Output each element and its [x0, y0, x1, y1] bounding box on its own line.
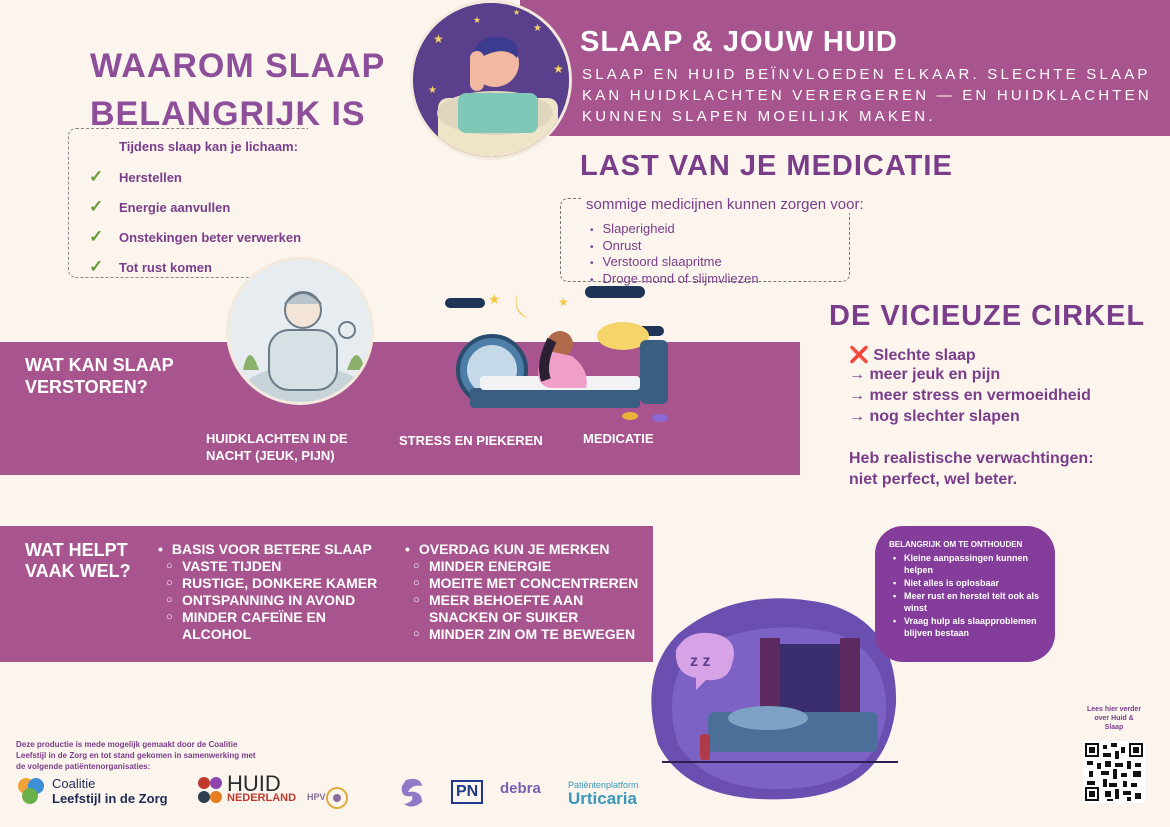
- help-list: [158, 558, 398, 643]
- help-item: ○ MINDER ZIN OM TE BEWEGEN: [429, 626, 655, 643]
- disturb-title-line2: VERSTOREN?: [25, 377, 148, 397]
- debra-logo: [500, 780, 541, 797]
- help-column-daytime: [405, 541, 655, 643]
- check-icon: ✓: [89, 197, 104, 216]
- medication-item: • Droge mond of slijmvliezen: [590, 272, 759, 289]
- why-item-label: Herstellen: [119, 169, 182, 185]
- remember-list: [889, 552, 1045, 639]
- page-title: SLAAP & JOUW HUID: [580, 26, 898, 58]
- disturb-label-medication: MEDICATIE: [583, 431, 654, 446]
- huid-logo-line1: HUID: [227, 771, 281, 796]
- stress-alarm-clock-illustration: [440, 284, 680, 429]
- vicious-line-4: → nog slechter slapen: [849, 408, 1020, 425]
- svg-text:★: ★: [533, 23, 542, 34]
- svg-text:★: ★: [428, 85, 437, 96]
- why-title-line1: WAAROM SLAAP: [90, 47, 386, 85]
- why-title-line2: BELANGRIJK IS: [90, 95, 366, 133]
- why-item-label: Energie aanvullen: [119, 199, 231, 215]
- why-intro: Tijdens slaap kan je lichaam:: [119, 139, 298, 154]
- night-bedroom-illustration: [648, 594, 900, 804]
- why-item: [89, 227, 301, 247]
- why-item: [89, 197, 230, 217]
- lucas-logo: [398, 776, 428, 810]
- help-column-head: • OVERDAG KUN JE MERKEN: [405, 541, 655, 558]
- huid-logo-line2: NEDERLAND: [227, 792, 297, 804]
- huid-nederland-logo-icon: [196, 775, 224, 807]
- urticaria-logo: [568, 780, 639, 808]
- help-item: ○ MEER BEHOEFTE AAN SNACKEN OF SUIKER: [429, 592, 599, 626]
- vicious-line-3: → meer stress en vermoeidheid: [849, 387, 1091, 404]
- header-subtitle: SLAAP EN HUID BEÏNVLOEDEN ELKAAR. SLECHTE SLAAP KAN HUIDKLACHTEN VERERGEREN — EN HUIDKLACHTEN KUNNEN SLAPEN MOEILIJK MAKEN.: [582, 66, 1152, 125]
- disturb-label-skin-line2: NACHT (JEUK, PIJN): [206, 448, 335, 463]
- pn-logo-text: PN: [451, 780, 483, 804]
- help-column-head: • BASIS VOOR BETERE SLAAP: [158, 541, 398, 558]
- svg-text:★: ★: [473, 15, 482, 25]
- svg-text:★: ★: [558, 295, 569, 309]
- disturb-title: [25, 354, 174, 398]
- remember-item: • Niet alles is oplosbaar: [889, 577, 1045, 589]
- help-item: ○ VASTE TIJDEN: [182, 558, 398, 575]
- remember-bubble: [875, 526, 1055, 662]
- help-title-line2: VAAK WEL?: [25, 561, 131, 581]
- coalitie-logo-icon: [16, 776, 46, 806]
- disturb-label-skin-line1: HUIDKLACHTEN IN DE: [206, 431, 348, 446]
- disturb-label-skin: [206, 430, 348, 464]
- vicious-line-2: → meer jeuk en pijn: [849, 366, 1001, 383]
- sleeping-man-illustration: [410, 0, 572, 160]
- qr-caption: Lees hier verder over Huid & Slaap: [1086, 706, 1142, 731]
- coalitie-logo-line1: Coalitie: [52, 776, 96, 791]
- help-title-line1: WAT HELPT: [25, 540, 128, 560]
- urticaria-logo-line1: Patiëntenplatform: [568, 780, 639, 790]
- check-icon: ✓: [89, 257, 104, 276]
- remember-item: • Kleine aanpassingen kunnen helpen: [889, 552, 1045, 576]
- medication-item: • Verstoord slaapritme: [590, 255, 759, 272]
- coalitie-logo: [16, 776, 168, 806]
- disturb-label-stress: STRESS EN PIEKEREN: [399, 433, 543, 448]
- vicious-note-line2: niet perfect, wel beter.: [849, 471, 1018, 488]
- svg-text:★: ★: [488, 291, 501, 307]
- svg-text:★: ★: [433, 32, 444, 46]
- urticaria-logo-line2: Urticaria: [568, 789, 637, 808]
- help-item: ○ MOEITE MET CONCENTREREN: [429, 575, 655, 592]
- medication-item: • Onrust: [590, 239, 759, 256]
- vicious-note: [849, 448, 1094, 490]
- debra-logo-text: debra: [500, 780, 541, 797]
- vicious-note-line1: Heb realistische verwachtingen:: [849, 450, 1094, 467]
- medication-intro: sommige medicijnen kunnen zorgen voor:: [582, 196, 868, 213]
- help-item: ○ MINDER ENERGIE: [429, 558, 655, 575]
- help-list: [405, 558, 655, 643]
- qr-code[interactable]: [1083, 741, 1145, 803]
- disturb-title-line1: WAT KAN SLAAP: [25, 355, 174, 375]
- itchy-person-illustration: [226, 257, 374, 405]
- why-item: [89, 167, 182, 187]
- huid-nederland-logo: [196, 771, 297, 807]
- why-sleep-title: [90, 42, 385, 138]
- pn-logo: [451, 780, 483, 804]
- svg-text:★: ★: [553, 62, 564, 76]
- medication-list: [590, 222, 759, 288]
- help-item: ○ ONTSPANNING IN AVOND: [182, 592, 398, 609]
- svg-text:★: ★: [513, 8, 521, 17]
- why-item-label: Tot rust komen: [119, 259, 212, 275]
- medication-item: • Slaperigheid: [590, 222, 759, 239]
- vicious-circle-title: DE VICIEUZE CIRKEL: [829, 300, 1146, 332]
- hpv-logo-text: HPV: [307, 792, 326, 802]
- help-title: [25, 540, 131, 582]
- why-item-label: Onstekingen beter verwerken: [119, 229, 302, 245]
- footer-credit: Deze productie is mede mogelijk gemaakt door de Coalitie Leefstijl in de Zorg en tot stand gekomen in samenwerking met de volgende patiëntenorganisaties:: [16, 740, 256, 771]
- remember-title: BELANGRIJK OM TE ONTHOUDEN: [889, 540, 1023, 549]
- remember-item: • Meer rust en herstel telt ook als winst: [889, 590, 1045, 614]
- hpv-logo: [307, 780, 351, 816]
- medication-title: LAST VAN JE MEDICATIE: [580, 150, 953, 182]
- lucas-logo-icon: [398, 776, 428, 810]
- help-item: ○ MINDER CAFEÏNE EN ALCOHOL: [182, 609, 352, 643]
- svg-text:z z: z z: [690, 653, 711, 670]
- check-icon: ✓: [89, 227, 104, 246]
- help-column-basis: [158, 541, 398, 643]
- vicious-line-1: ❌ Slechte slaap: [849, 347, 976, 364]
- help-item: ○ RUSTIGE, DONKERE KAMER: [182, 575, 398, 592]
- remember-item: • Vraag hulp als slaapproblemen blijven bestaan: [889, 615, 1045, 639]
- why-item: [89, 257, 212, 277]
- check-icon: ✓: [89, 167, 104, 186]
- coalitie-logo-line2: Leefstijl in de Zorg: [52, 791, 168, 806]
